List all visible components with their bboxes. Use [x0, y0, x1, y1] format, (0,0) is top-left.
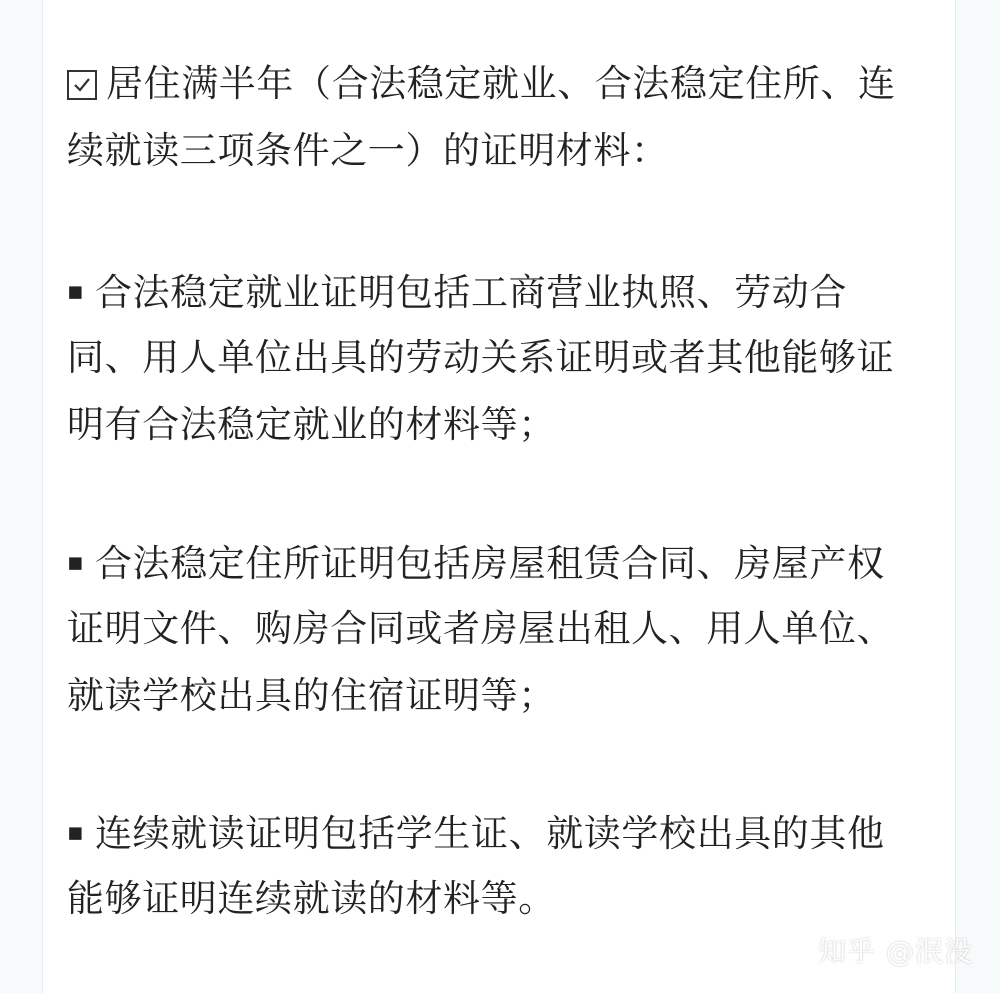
employment-text-1: 合法稳定就业证明包括工商营业执照、劳动合: [95, 271, 847, 314]
study-bullet: [67, 798, 937, 932]
employment-line-3: 明有合法稳定就业的材料等；: [67, 403, 556, 446]
intro-line-1: [67, 50, 937, 117]
checkbox-icon: [67, 70, 97, 100]
zhihu-watermark: 知乎 @泯没: [818, 935, 973, 968]
intro-line-2: 续就读三项条件之一）的证明材料：: [67, 129, 669, 172]
residence-line-2: 证明文件、购房合同或者房屋出租人、用人单位、: [67, 607, 895, 650]
residence-line-1: [67, 528, 937, 595]
intro-text-1: 居住满半年（合法稳定就业、合法稳定住所、连: [106, 62, 896, 105]
employment-bullet: [67, 257, 937, 458]
bullet-square-icon: ▪: [67, 817, 85, 846]
study-line-2: 能够证明连续就读的材料等。: [67, 877, 556, 920]
bullet-square-icon: ▪: [67, 547, 85, 576]
study-text-1: 连续就读证明包括学生证、就读学校出具的其他: [95, 812, 885, 855]
intro-paragraph: [67, 50, 937, 184]
residence-bullet: [67, 528, 937, 729]
bullet-square-icon: ▪: [67, 276, 85, 305]
employment-line-1: [67, 257, 937, 324]
residence-text-1: 合法稳定住所证明包括房屋租赁合同、房屋产权: [95, 542, 885, 585]
employment-line-2: 同、用人单位出具的劳动关系证明或者其他能够证: [67, 336, 895, 379]
study-line-1: [67, 798, 937, 865]
residence-line-3: 就读学校出具的住宿证明等；: [67, 674, 556, 717]
